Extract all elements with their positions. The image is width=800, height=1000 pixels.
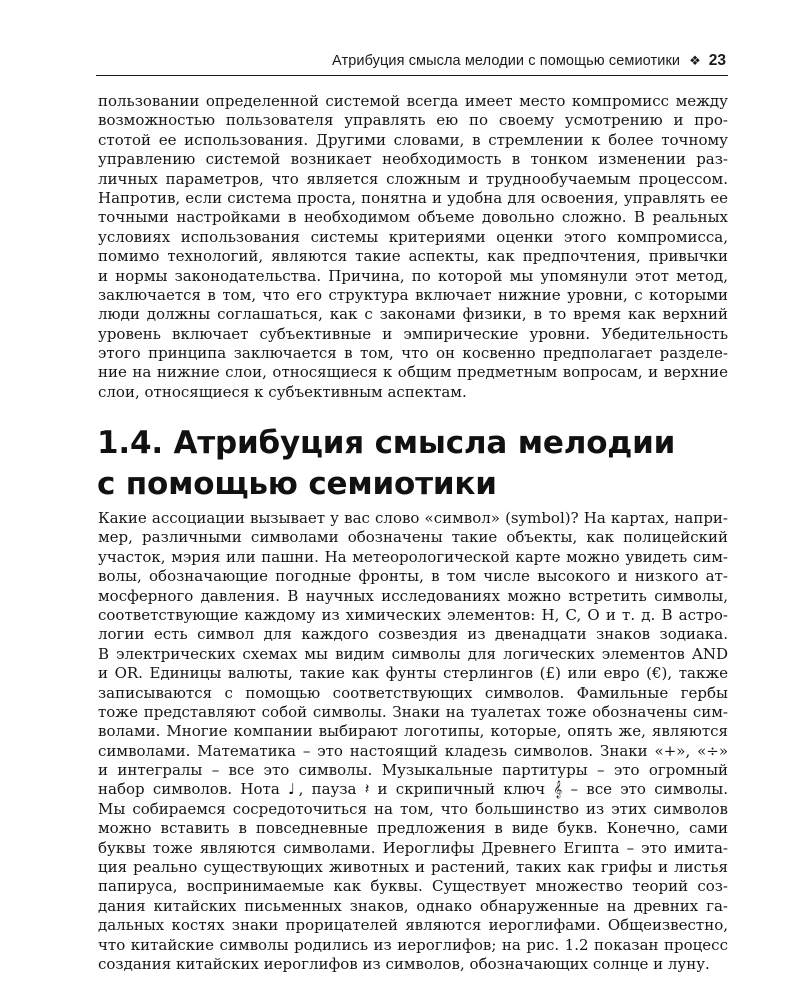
ornament-icon: ❖ [689, 53, 701, 68]
text-line: соответствующие каждому из химических элементов: H, C, O и т. д. В астро- [98, 605, 728, 624]
text-line: записываются с помощью соответствующих символов. Фамильные гербы [98, 683, 728, 702]
text-line: логии есть символ для каждого созвездия из двенадцати знаков зодиака. [98, 625, 728, 644]
text-line: В электрических схемах мы видим символы для логических элементов AND [98, 644, 728, 663]
intro-paragraph [98, 92, 728, 402]
text-line: и OR. Единицы валюты, такие как фунты стерлингов (£) или евро (€), также [98, 664, 728, 683]
text-line: уровень включает субъективные и эмпирические уровни. Убедительность [98, 324, 728, 343]
text-line: дальных костях знаки прорицателей являются иероглифами. Общеизвестно, [98, 916, 728, 935]
text-line: мер, различными символами обозначены такие объекты, как полицейский [98, 528, 728, 547]
text-line: Мы собираемся сосредоточиться на том, что большинство из этих символов [98, 799, 728, 818]
section-heading-line: с помощью семиотики [97, 466, 497, 502]
text-line: Какие ассоциации вызывает у вас слово «символ» (symbol)? На картах, напри- [98, 509, 728, 527]
text-line: стотой ее использования. Другими словами, в стремлении к более точному [98, 130, 728, 149]
text-line: мосферного давления. В научных исследованиях можно встретить символы, [98, 586, 728, 605]
text-line: этого принципа заключается в том, что он косвенно предполагает разделе- [98, 344, 728, 363]
text-line: папируса, воспринимаемые как буквы. Существует множество теорий соз- [98, 877, 728, 896]
text-line: символами. Математика – это настоящий кладезь символов. Знаки «+», «÷» [98, 741, 728, 760]
text-line: волы, обозначающие погодные фронты, в том числе высокого и низкого ат- [98, 567, 728, 586]
text-line: буквы тоже являются символами. Иероглифы Древнего Египта – это имита- [98, 838, 728, 857]
text-line: люди должны соглашаться, как с законами физики, в то время как верхний [98, 305, 728, 324]
text-line: тоже представляют собой символы. Знаки на туалетах тоже обозначены сим- [98, 702, 728, 721]
body-paragraph [98, 509, 728, 974]
text-line: возможностью пользователя управлять ею по своему усмотрению и про- [98, 111, 728, 130]
running-title: Атрибуция смысла мелодии с помощью семиотики [332, 53, 681, 69]
text-line: управлению системой возникает необходимость в тонком изменении раз- [98, 150, 728, 169]
page-number: 23 [708, 52, 726, 69]
text-line: участок, мэрия или пашни. На метеорологической карте можно увидеть сим- [98, 547, 728, 566]
text-line: дания китайских письменных знаков, однако обнаруженные на древних га- [98, 896, 728, 915]
section-heading-line: 1.4. Атрибуция смысла мелодии [97, 425, 676, 461]
header-rule [96, 75, 728, 76]
text-line: Напротив, если система проста, понятна и удобна для освоения, управлять ее [98, 188, 728, 207]
section-heading [97, 423, 729, 505]
running-header [96, 50, 726, 72]
text-line: волами. Многие компании выбирают логотипы, которые, опять же, являются [98, 722, 728, 741]
text-line: ция реально существующих животных и растений, таких как грифы и листья [98, 858, 728, 877]
text-line: набор символов. Нота ♩, пауза 𝄽 и скрипичный ключ 𝄞 – все это символы. [98, 780, 728, 799]
text-line: помимо технологий, являются такие аспекты, как предпочтения, привычки [98, 247, 728, 266]
text-line: что китайские символы родились из иероглифов; на рис. 1.2 показан процесс [98, 935, 728, 954]
text-line: ние на нижние слои, относящиеся к общим предметным вопросам, и верхние [98, 363, 728, 382]
text-line: создания китайских иероглифов из символов, обозначающих солнце и луну. [98, 954, 710, 973]
text-line: точными настройками в необходимом объеме довольно сложно. В реальных [98, 208, 728, 227]
text-line: заключается в том, что его структура включает нижние уровни, с которыми [98, 285, 728, 304]
text-line: и нормы законодательства. Причина, по которой мы упомянули этот метод, [98, 266, 728, 285]
text-line: можно вставить в повседневные предложения в виде букв. Конечно, сами [98, 819, 728, 838]
text-line: слои, относящиеся к субъективным аспектам. [98, 382, 467, 401]
text-line: личных параметров, что является сложным и труднообучаемым процессом. [98, 169, 728, 188]
text-line: пользовании определенной системой всегда имеет место компромисс между [98, 92, 728, 110]
text-line: и интегралы – все это символы. Музыкальные партитуры – это огромный [98, 761, 728, 780]
text-line: условиях использования системы критериями оценки этого компромисса, [98, 227, 728, 246]
